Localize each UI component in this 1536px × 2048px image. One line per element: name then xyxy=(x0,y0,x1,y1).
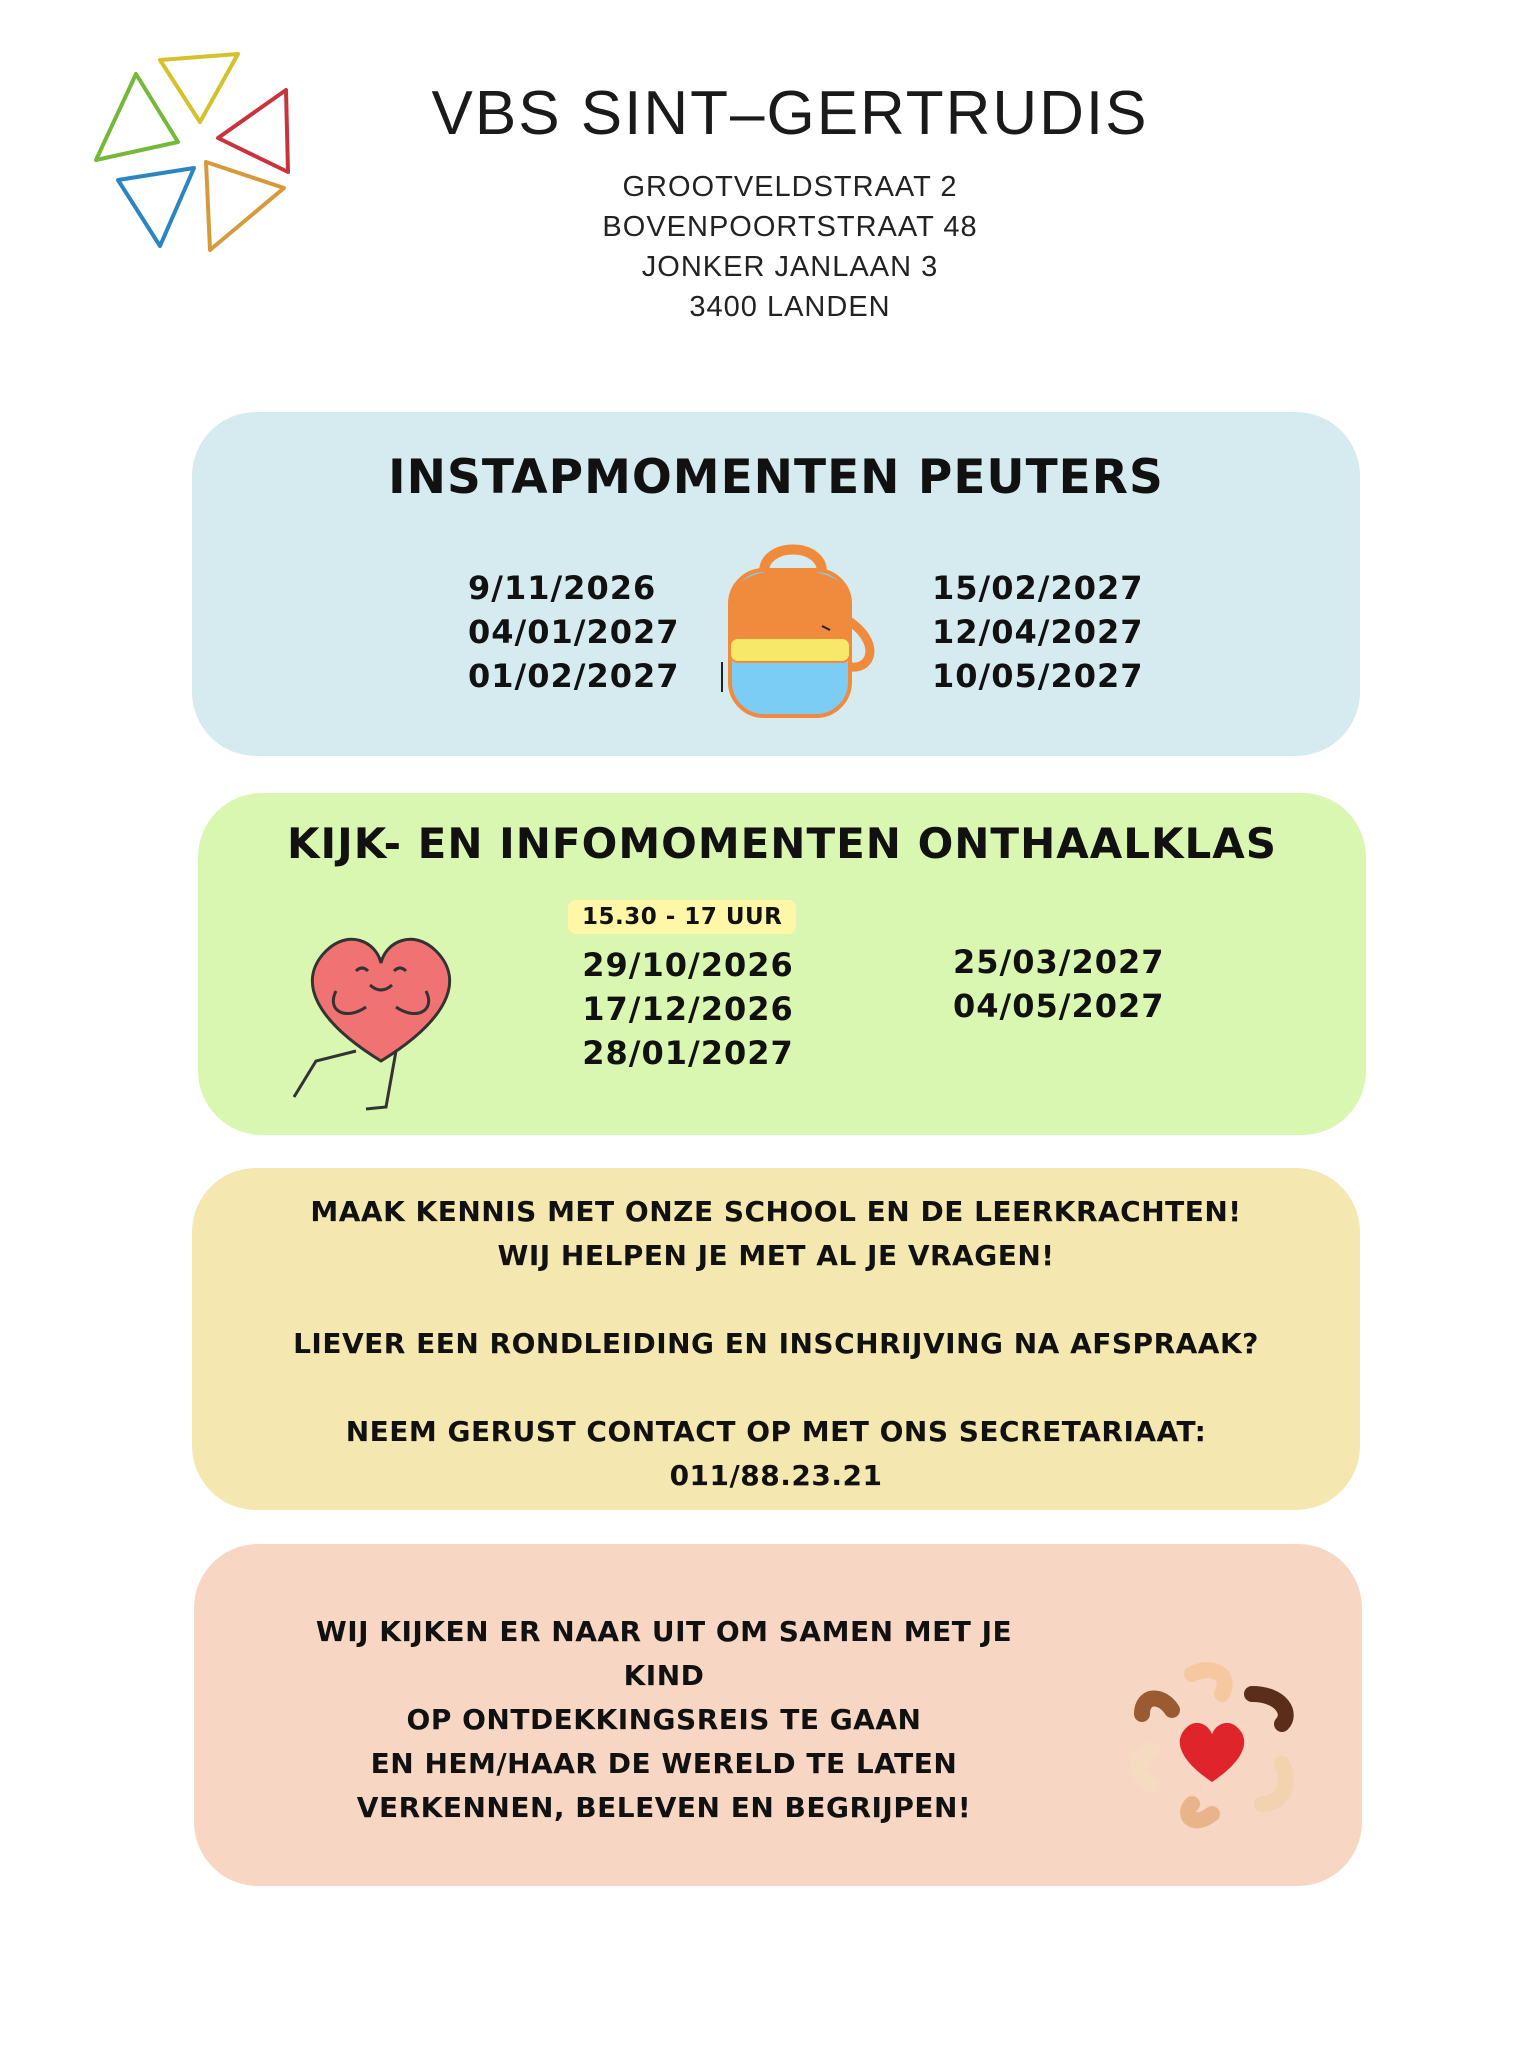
header xyxy=(380,78,1200,327)
closing-line: OP ONTDEKKINGSREIS TE GAAN xyxy=(406,1703,922,1736)
date-item: 25/03/2027 xyxy=(953,943,1165,981)
date-item: 28/01/2027 xyxy=(582,1034,794,1072)
closing-line: EN HEM/HAAR DE WERELD TE LATEN xyxy=(370,1747,958,1780)
time-badge: 15.30 - 17 UUR xyxy=(568,900,796,934)
contact-card xyxy=(192,1168,1360,1510)
backpack-icon xyxy=(712,542,882,722)
phone-number: 011/88.23.21 xyxy=(669,1459,883,1492)
contact-line: NEEM GERUST CONTACT OP MET ONS SECRETARIAAT: xyxy=(345,1415,1207,1448)
date-item: 9/11/2026 xyxy=(468,569,657,607)
contact-message xyxy=(192,1190,1360,1498)
info-moments-card xyxy=(198,793,1366,1135)
hugging-heart-icon xyxy=(286,911,476,1111)
closing-line: WIJ KIJKEN ER NAAR UIT OM SAMEN MET JE KIND xyxy=(315,1615,1013,1692)
contact-line: LIEVER EEN RONDLEIDING EN INSCHRIJVING NA AFSPRAAK? xyxy=(293,1327,1259,1360)
info-dates-left xyxy=(578,943,798,1075)
address-block xyxy=(380,167,1200,327)
address-line: GROOTVELDSTRAAT 2 xyxy=(622,171,958,203)
date-item: 04/05/2027 xyxy=(953,987,1165,1025)
date-item: 29/10/2026 xyxy=(582,946,794,984)
date-item: 01/02/2027 xyxy=(468,657,680,695)
toddler-start-title: INSTAPMOMENTEN PEUTERS xyxy=(388,450,1164,505)
school-name: VBS SINT–GERTRUDIS xyxy=(431,79,1149,148)
closing-card xyxy=(194,1544,1362,1886)
closing-line: VERKENNEN, BELEVEN EN BEGRIJPEN! xyxy=(356,1791,972,1824)
contact-line: MAAK KENNIS MET ONZE SCHOOL EN DE LEERKRACHTEN! xyxy=(310,1195,1242,1228)
date-item: 10/05/2027 xyxy=(932,657,1144,695)
address-line: JONKER JANLAAN 3 xyxy=(641,251,939,283)
closing-message xyxy=(304,1610,1024,1830)
address-line: 3400 LANDEN xyxy=(689,291,891,323)
date-item: 15/02/2027 xyxy=(932,569,1144,607)
toddler-start-card xyxy=(192,412,1360,756)
info-moments-title: KIJK- EN INFOMOMENTEN ONTHAALKLAS xyxy=(286,819,1278,868)
hands-heart-icon xyxy=(1122,1654,1302,1834)
date-item: 17/12/2026 xyxy=(582,990,794,1028)
date-item: 12/04/2027 xyxy=(932,613,1144,651)
contact-line: WIJ HELPEN JE MET AL JE VRAGEN! xyxy=(497,1239,1055,1272)
date-item: 04/01/2027 xyxy=(468,613,680,651)
toddler-dates-left xyxy=(468,566,680,698)
address-line: BOVENPOORTSTRAAT 48 xyxy=(602,211,978,243)
toddler-dates-right xyxy=(932,566,1144,698)
school-logo-icon xyxy=(88,50,298,260)
info-dates-right xyxy=(953,940,1165,1028)
